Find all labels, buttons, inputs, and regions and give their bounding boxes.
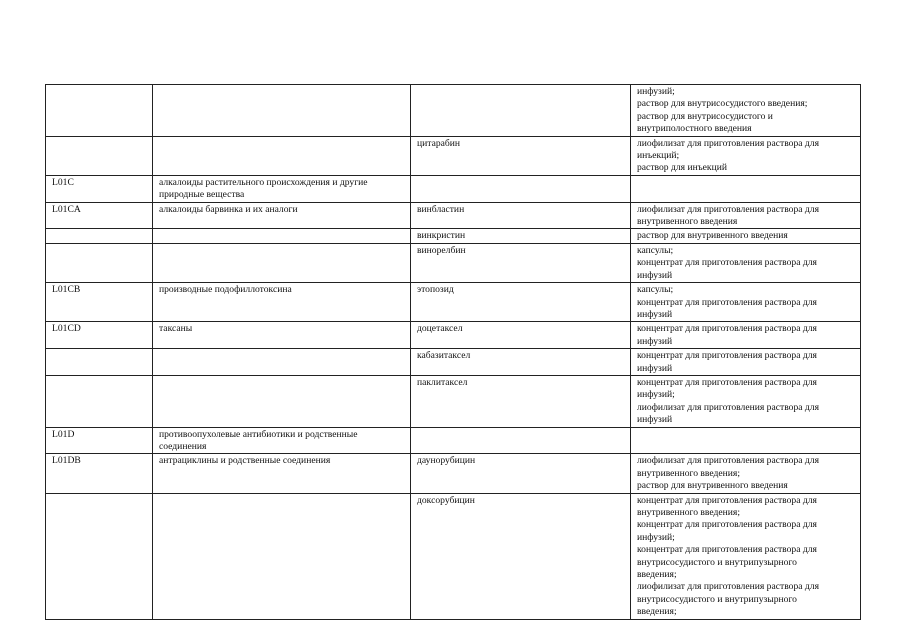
cell-text-line: концентрат для приготовления раствора для (637, 544, 817, 556)
drug-classification-table (45, 84, 861, 620)
table-row (46, 493, 861, 619)
atc-code-cell (46, 85, 153, 137)
cell-text: даунорубицин (417, 455, 476, 467)
cell-text-line: инфузий (637, 414, 673, 426)
group-name-cell (153, 243, 411, 282)
atc-code-cell (46, 454, 153, 493)
cell-text: доксорубицин (417, 494, 475, 506)
cell-text-line: концентрат для приготовления раствора для (637, 376, 817, 388)
cell-text: винбластин (417, 203, 465, 215)
drug-name-cell (411, 175, 631, 202)
atc-code-cell (46, 229, 153, 243)
atc-code-cell (46, 243, 153, 282)
dosage-forms-cell (631, 202, 861, 229)
dosage-forms-cell (631, 175, 861, 202)
cell-text-line: раствор для внутривенного введения (637, 230, 788, 242)
cell-text: винкристин (417, 230, 466, 242)
drug-name-cell (411, 493, 631, 619)
cell-text: кабазитаксел (417, 350, 471, 362)
cell-text: L01C (52, 176, 74, 188)
drug-name-cell (411, 136, 631, 175)
table-row (46, 202, 861, 229)
drug-name-cell (411, 375, 631, 427)
cell-text: L01CB (52, 284, 81, 296)
cell-text: этопозид (417, 284, 454, 296)
cell-text: винорелбин (417, 244, 466, 256)
cell-text-line: введения; (637, 606, 677, 618)
atc-code-cell (46, 322, 153, 349)
table-row (46, 136, 861, 175)
cell-text-line: концентрат для приготовления раствора для (637, 519, 817, 531)
cell-text-line: инъекций; (637, 150, 680, 162)
cell-text-line: концентрат для приготовления раствора для (637, 494, 817, 506)
cell-text: паклитаксел (417, 376, 468, 388)
cell-text-line: алкалоиды растительного происхождения и другие (159, 176, 368, 188)
cell-text: доцетаксел (417, 323, 463, 335)
cell-text-line: инфузий (637, 308, 673, 320)
cell-text-line: антрациклины и родственные соединения (159, 455, 331, 467)
group-name-cell (153, 202, 411, 229)
table-body (46, 85, 861, 620)
cell-text: L01D (52, 428, 75, 440)
dosage-forms-cell (631, 322, 861, 349)
cell-text-line: инфузий; (637, 531, 675, 543)
cell-text-line: инфузий; (637, 389, 675, 401)
table-row (46, 85, 861, 137)
drug-name-cell (411, 322, 631, 349)
drug-name-cell (411, 85, 631, 137)
dosage-forms-cell (631, 283, 861, 322)
cell-text-line: внутривенного введения; (637, 467, 741, 479)
cell-text-line: алкалоиды барвинка и их аналоги (159, 203, 298, 215)
group-name-cell (153, 375, 411, 427)
dosage-forms-cell (631, 243, 861, 282)
group-name-cell (153, 427, 411, 454)
atc-code-cell (46, 375, 153, 427)
cell-text: L01DB (52, 455, 81, 467)
cell-text: L01CA (52, 203, 81, 215)
cell-text: цитарабин (417, 137, 461, 149)
dosage-forms-cell (631, 427, 861, 454)
table-row (46, 427, 861, 454)
cell-text-line: лиофилизат для приготовления раствора для (637, 401, 819, 413)
group-name-cell (153, 85, 411, 137)
table-row (46, 175, 861, 202)
drug-name-cell (411, 349, 631, 376)
group-name-cell (153, 322, 411, 349)
group-name-cell (153, 229, 411, 243)
cell-text-line: лиофилизат для приготовления раствора для (637, 581, 819, 593)
cell-text: L01CD (52, 323, 81, 335)
cell-text-line: концентрат для приготовления раствора для (637, 323, 817, 335)
cell-text-line: раствор для внутрисосудистого введения; (637, 98, 808, 110)
table-row (46, 454, 861, 493)
table-row (46, 375, 861, 427)
cell-text-line: капсулы; (637, 244, 674, 256)
cell-text-line: лиофилизат для приготовления раствора для (637, 137, 819, 149)
dosage-forms-cell (631, 493, 861, 619)
cell-text-line: инфузий (637, 269, 673, 281)
table-row (46, 243, 861, 282)
dosage-forms-cell (631, 375, 861, 427)
cell-text-line: раствор для внутрисосудистого и (637, 110, 773, 122)
drug-name-cell (411, 454, 631, 493)
cell-text-line: лиофилизат для приготовления раствора для (637, 455, 819, 467)
cell-text-line: концентрат для приготовления раствора для (637, 296, 817, 308)
atc-code-cell (46, 175, 153, 202)
cell-text-line: инфузий; (637, 86, 675, 97)
cell-text-line: внутрисосудистого и внутрипузырного (637, 556, 797, 568)
cell-text-line: раствор для инъекций (637, 162, 727, 174)
cell-text-line: введения; (637, 569, 677, 581)
dosage-forms-cell (631, 136, 861, 175)
cell-text-line: внутрисосудистого и внутрипузырного (637, 593, 797, 605)
cell-text-line: соединения (159, 440, 207, 452)
group-name-cell (153, 283, 411, 322)
dosage-forms-cell (631, 229, 861, 243)
cell-text-line: лиофилизат для приготовления раствора для (637, 203, 819, 215)
dosage-forms-cell (631, 349, 861, 376)
cell-text-line: раствор для внутривенного введения (637, 480, 788, 492)
atc-code-cell (46, 136, 153, 175)
cell-text-line: концентрат для приготовления раствора для (637, 350, 817, 362)
cell-text-line: капсулы; (637, 284, 674, 296)
drug-name-cell (411, 243, 631, 282)
drug-name-cell (411, 229, 631, 243)
group-name-cell (153, 493, 411, 619)
atc-code-cell (46, 202, 153, 229)
atc-code-cell (46, 349, 153, 376)
group-name-cell (153, 349, 411, 376)
cell-text-line: противоопухолевые антибиотики и родственные (159, 428, 358, 440)
drug-name-cell (411, 427, 631, 454)
cell-text-line: внутривенного введения (637, 216, 738, 228)
table-row (46, 322, 861, 349)
drug-name-cell (411, 283, 631, 322)
cell-text-line: природные вещества (159, 189, 245, 201)
table-row (46, 283, 861, 322)
dosage-forms-cell (631, 454, 861, 493)
cell-text-line: концентрат для приготовления раствора для (637, 257, 817, 269)
atc-code-cell (46, 427, 153, 454)
cell-text-line: производные подофиллотоксина (159, 284, 292, 296)
group-name-cell (153, 454, 411, 493)
table-row (46, 229, 861, 243)
cell-text-line: инфузий (637, 335, 673, 347)
cell-text-line: инфузий (637, 362, 673, 374)
cell-text-line: внутривенного введения; (637, 507, 741, 518)
drug-name-cell (411, 202, 631, 229)
cell-text-line: таксаны (159, 323, 193, 335)
atc-code-cell (46, 493, 153, 619)
table-row (46, 349, 861, 376)
group-name-cell (153, 175, 411, 202)
atc-code-cell (46, 283, 153, 322)
cell-text-line: внутриполостного введения (637, 123, 752, 135)
dosage-forms-cell (631, 85, 861, 137)
group-name-cell (153, 136, 411, 175)
